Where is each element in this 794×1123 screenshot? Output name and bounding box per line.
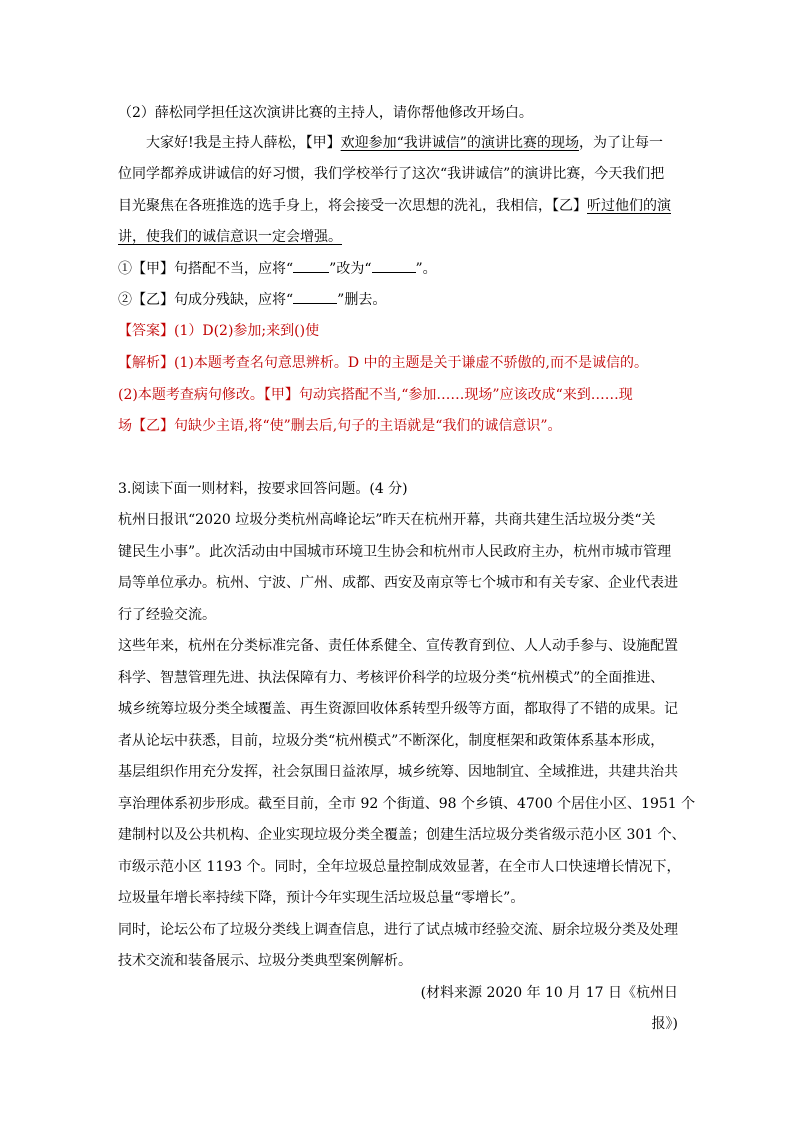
q3-material-line: 杭州日报讯“2020 垃圾分类杭州高峰论坛”昨天在杭州开幕，共商共建生活垃圾分类“关	[118, 512, 656, 528]
q3-material-line: 基层组织作用充分发挥，社会氛围日益浓厚，城乡统筹、因地制宜、全域推进，共建共治共	[118, 764, 678, 780]
analysis-line-1	[118, 354, 648, 372]
analysis-line-3: 场【乙】句缺少主语,将“使”删去后,句子的主语就是“我们的诚信意识”。	[118, 418, 562, 434]
q3-material-line: 城乡统筹垃圾分类全域覆盖、再生资源回收体系转型升级等方面，都取得了不错的成果。记	[118, 701, 678, 717]
mark-jia: 【甲】	[305, 135, 341, 151]
underlined-sentence-yi-cont: 讲，使我们的诚信意识一定会增强。	[118, 229, 342, 245]
q3-material-line: 同时，论坛公布了垃圾分类线上调查信息，进行了试点城市经验交流、厨余垃圾分类及处理	[118, 922, 678, 938]
source-citation-line-2: 报》)	[651, 1016, 678, 1032]
q3-material-line: 享治理体系初步形成。截至目前，全市 92 个街道、98 个乡镇、4700 个居住小区、1951 个	[118, 796, 696, 812]
q2-prompt: （2）薛松同学担任这次演讲比赛的主持人，请你帮他修改开场白。	[118, 105, 533, 121]
analysis-label: 【解析】	[118, 355, 174, 371]
q3-material-line: 键民生小事”。此次活动由中国城市环境卫生协会和杭州市人民政府主办，杭州市城市管理	[118, 544, 672, 560]
q3-material-line: 行了经验交流。	[118, 607, 216, 623]
q3-material-line: 科学、智慧管理先进、执法保障有力、考核评价科学的垃圾分类“杭州模式”的全面推进、	[118, 670, 665, 686]
item1-text: ”。	[415, 261, 437, 277]
item1-text: ①【甲】句搭配不当，应将“	[118, 261, 294, 277]
item1-text: ”改为“	[329, 261, 372, 277]
item2-text: ”删去。	[337, 292, 387, 308]
analysis-line-2: (2)本题考查病句修改。【甲】句动宾搭配不当,“参加……现场”应该改成“来到……现	[118, 387, 633, 403]
source-citation-line-1: (材料来源 2020 年 10 月 17 日《杭州日	[420, 985, 678, 1001]
q2-text: 大家好!我是主持人薛松，	[146, 135, 306, 151]
q2-item-1	[118, 260, 437, 278]
fill-blank-2[interactable]	[372, 261, 416, 273]
q3-heading: 3.阅读下面一则材料，按要求回答问题。(4 分)	[118, 481, 408, 497]
q3-material-line: 垃圾量年增长率持续下降，预计今年实现生活垃圾总量“零增长”。	[118, 890, 525, 906]
fill-blank-1[interactable]	[293, 261, 329, 273]
q3-material-line: 这些年来，杭州在分类标准完备、责任体系健全、宣传教育到位、人人动手参与、设施配置	[118, 638, 678, 654]
underlined-sentence-yi: 听过他们的演	[587, 198, 671, 214]
q2-item-2	[118, 291, 386, 309]
analysis-text: (1)本题考查名句意思辨析。D 中的主题是关于谦虚不骄傲的,而不是诚信的。	[174, 355, 648, 371]
underlined-sentence-jia: 欢迎参加“我讲诚信”的演讲比赛的现场	[340, 135, 579, 151]
fill-blank-3[interactable]	[293, 292, 337, 304]
q2-paragraph-line-1	[146, 134, 663, 152]
q3-material-line: 市级示范小区 1193 个。同时，全年垃圾总量控制成效显著，在全市人口快速增长情况下，	[118, 859, 681, 875]
answer-text: (1）D(2)参加;来到()使	[174, 323, 320, 339]
q3-material-line: 者从论坛中获悉，目前，垃圾分类“杭州模式”不断深化，制度框架和政策体系基本形成，	[118, 733, 665, 749]
answer-line	[118, 322, 319, 340]
q2-paragraph-line-2: 位同学都养成讲诚信的好习惯，我们学校举行了这次“我讲诚信”的演讲比赛，今天我们把	[118, 166, 665, 182]
q3-material-line: 技术交流和装备展示、垃圾分类典型案例解析。	[118, 953, 412, 969]
item2-text: ②【乙】句成分残缺，应将“	[118, 292, 294, 308]
mark-yi: 【乙】	[552, 198, 587, 214]
answer-label: 【答案】	[118, 323, 174, 339]
q3-material-line: 局等单位承办。杭州、宁波、广州、成都、西安及南京等七个城市和有关专家、企业代表进	[118, 575, 678, 591]
q3-material-line: 建制村以及公共机构、企业实现垃圾分类全覆盖；创建生活垃圾分类省级示范小区 301 个、	[118, 827, 686, 843]
q2-text: 目光聚焦在各班推选的选手身上，将会接受一次思想的洗礼，我相信，	[118, 198, 552, 214]
q2-text: ，为了让每一	[578, 135, 663, 151]
q2-paragraph-line-4	[118, 228, 342, 246]
q2-paragraph-line-3	[118, 197, 671, 215]
